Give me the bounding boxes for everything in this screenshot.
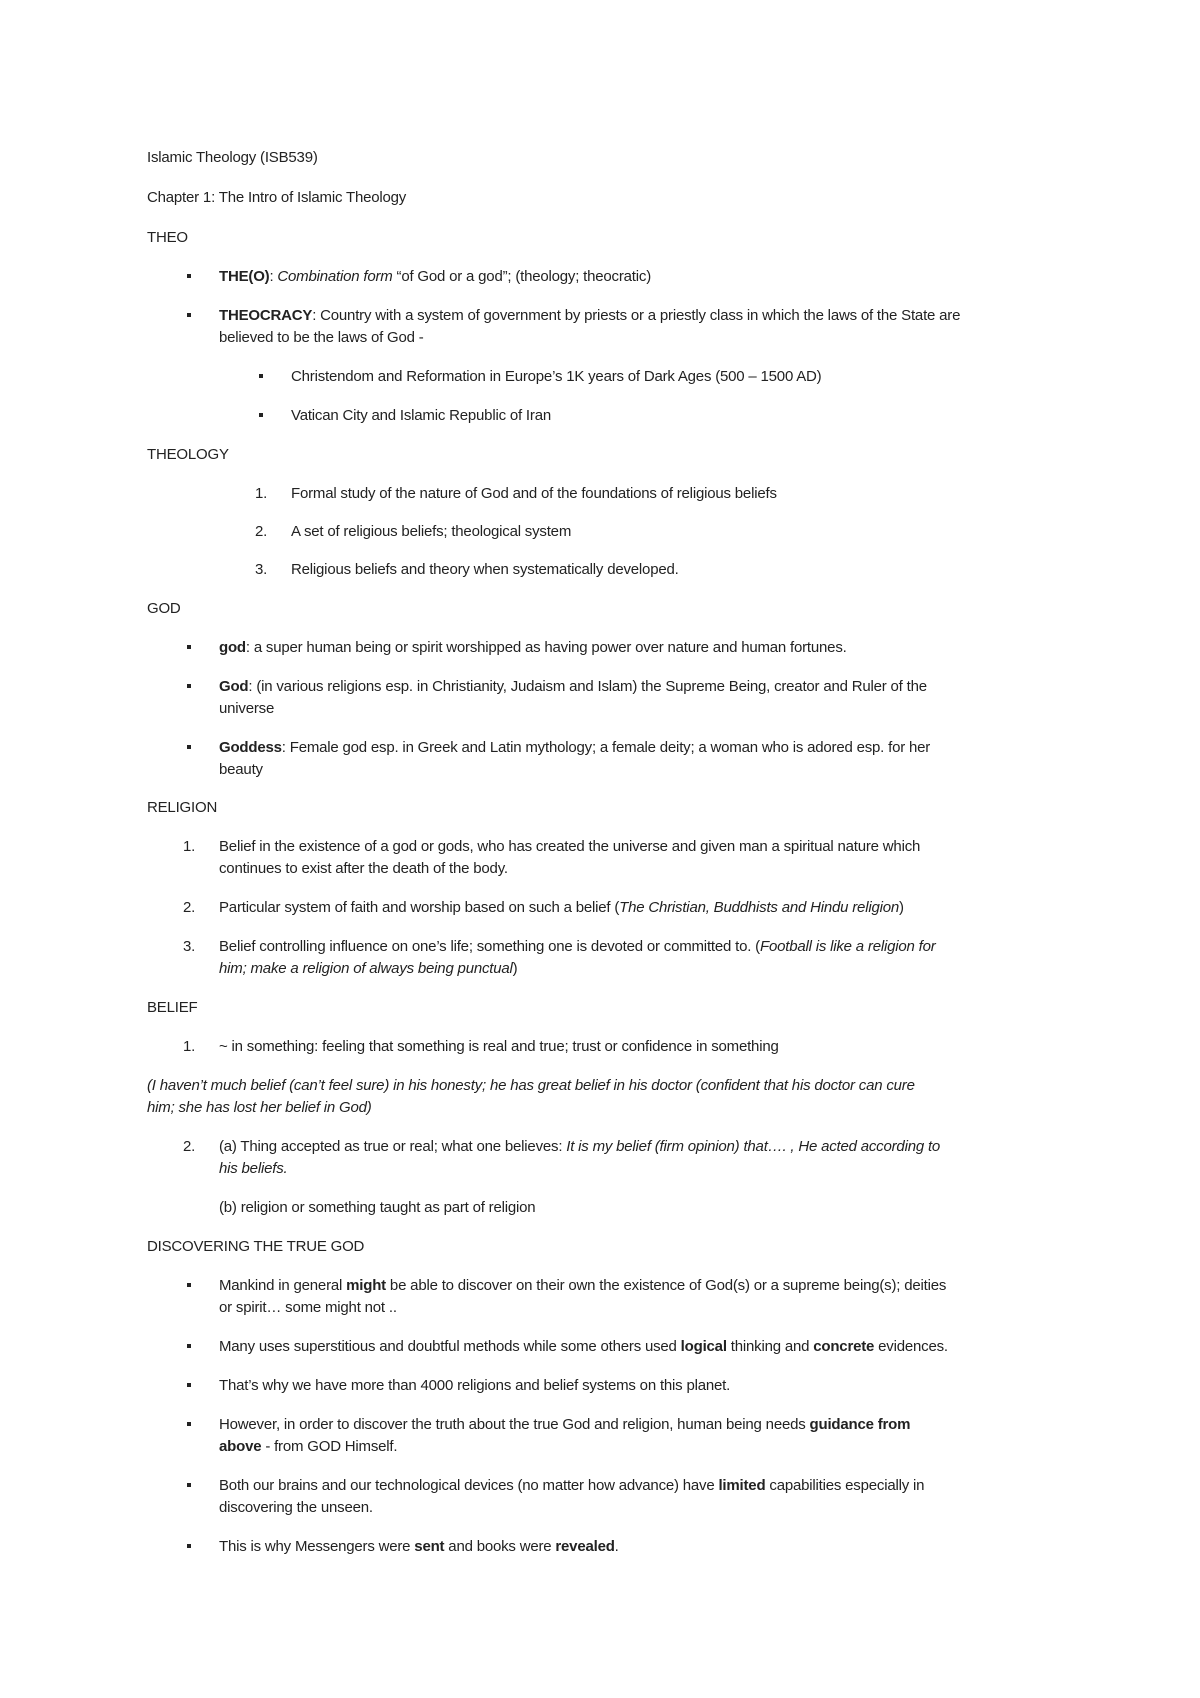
religion-item-1: Belief in the existence of a god or gods, who has created the universe and given man a spiritual nature which xyxy=(219,838,921,855)
bullet-square-icon xyxy=(259,374,263,378)
religion-item-3: Belief controlling influence on one’s life; something one is devoted or committed to. (Football is like a religion for xyxy=(219,938,936,955)
theology-item-1: Formal study of the nature of God and of the foundations of religious beliefs xyxy=(291,485,777,502)
religion-item-3-cont: him; make a religion of always being punctual) xyxy=(219,960,518,977)
theocracy-example-2: Vatican City and Islamic Republic of Iran xyxy=(291,407,551,424)
list-number: 2. xyxy=(255,523,268,540)
goddess-definition-cont: beauty xyxy=(219,761,263,778)
list-number: 2. xyxy=(183,899,196,916)
goddess-definition: Goddess: Female god esp. in Greek and Latin mythology; a female deity; a woman who is adored esp. for her xyxy=(219,739,931,756)
discovering-bullet-3: That’s why we have more than 4000 religions and belief systems on this planet. xyxy=(219,1377,731,1394)
discovering-bullet-4: However, in order to discover the truth about the true God and religion, human being needs guidance from xyxy=(219,1416,911,1433)
list-number: 2. xyxy=(183,1138,196,1155)
god-lower-definition: god: a super human being or spirit worshipped as having power over nature and human fortunes. xyxy=(219,639,847,656)
belief-item-2b: (b) religion or something taught as part of religion xyxy=(219,1199,536,1216)
bullet-square-icon xyxy=(187,1544,191,1548)
heading-religion: RELIGION xyxy=(147,799,218,816)
bullet-square-icon xyxy=(187,1344,191,1348)
bullet-square-icon xyxy=(259,413,263,417)
belief-example: (I haven’t much belief (can’t feel sure) in his honesty; he has great belief in his doctor (confident that his doctor can cure xyxy=(147,1077,915,1094)
bullet-square-icon xyxy=(187,684,191,688)
bullet-square-icon xyxy=(187,1422,191,1426)
list-number: 3. xyxy=(255,561,268,578)
theo-definition: THE(O): Combination form “of God or a god”; (theology; theocratic) xyxy=(219,268,651,285)
bullet-square-icon xyxy=(187,1283,191,1287)
belief-item-2-cont: his beliefs. xyxy=(219,1160,288,1177)
belief-item-1: ~ in something: feeling that something is real and true; trust or confidence in something xyxy=(219,1038,779,1055)
discovering-bullet-5-cont: discovering the unseen. xyxy=(219,1499,373,1516)
heading-god: GOD xyxy=(147,600,181,617)
list-number: 3. xyxy=(183,938,196,955)
discovering-bullet-2: Many uses superstitious and doubtful methods while some others used logical thinking and concrete evidences. xyxy=(219,1338,948,1355)
religion-item-2: Particular system of faith and worship based on such a belief (The Christian, Buddhists and Hindu religion) xyxy=(219,899,904,916)
bullet-square-icon xyxy=(187,645,191,649)
theocracy-definition-cont: believed to be the laws of God - xyxy=(219,329,424,346)
god-upper-definition-cont: universe xyxy=(219,700,275,717)
bullet-square-icon xyxy=(187,1483,191,1487)
list-number: 1. xyxy=(183,1038,196,1055)
discovering-bullet-6: This is why Messengers were sent and books were revealed. xyxy=(219,1538,619,1555)
theology-item-3: Religious beliefs and theory when systematically developed. xyxy=(291,561,679,578)
list-number: 1. xyxy=(183,838,196,855)
list-number: 1. xyxy=(255,485,268,502)
heading-discovering-true-god: DISCOVERING THE TRUE GOD xyxy=(147,1238,365,1255)
document-title: Islamic Theology (ISB539) xyxy=(147,149,318,166)
belief-item-2: (a) Thing accepted as true or real; what one believes: It is my belief (firm opinion) that…. , He acted according to xyxy=(219,1138,941,1155)
heading-theo: THEO xyxy=(147,229,188,246)
god-upper-definition: God: (in various religions esp. in Christianity, Judaism and Islam) the Supreme Being, creator and Ruler of the xyxy=(219,678,927,695)
religion-item-1-cont: continues to exist after the death of the body. xyxy=(219,860,508,877)
heading-theology: THEOLOGY xyxy=(147,446,229,463)
bullet-square-icon xyxy=(187,313,191,317)
theology-item-2: A set of religious beliefs; theological system xyxy=(291,523,572,540)
bullet-square-icon xyxy=(187,745,191,749)
chapter-title: Chapter 1: The Intro of Islamic Theology xyxy=(147,189,407,206)
theocracy-example-1: Christendom and Reformation in Europe’s 1K years of Dark Ages (500 – 1500 AD) xyxy=(291,368,822,385)
discovering-bullet-1-cont: or spirit… some might not .. xyxy=(219,1299,397,1316)
discovering-bullet-5: Both our brains and our technological devices (no matter how advance) have limited capabilities especially in xyxy=(219,1477,925,1494)
bullet-square-icon xyxy=(187,1383,191,1387)
bullet-square-icon xyxy=(187,274,191,278)
belief-example-cont: him; she has lost her belief in God) xyxy=(147,1099,372,1116)
discovering-bullet-1: Mankind in general might be able to discover on their own the existence of God(s) or a supreme being(s); deities xyxy=(219,1277,947,1294)
theocracy-definition: THEOCRACY: Country with a system of government by priests or a priestly class in which the laws of the State are xyxy=(219,307,961,324)
heading-belief: BELIEF xyxy=(147,999,198,1016)
discovering-bullet-4-cont: above - from GOD Himself. xyxy=(219,1438,398,1455)
